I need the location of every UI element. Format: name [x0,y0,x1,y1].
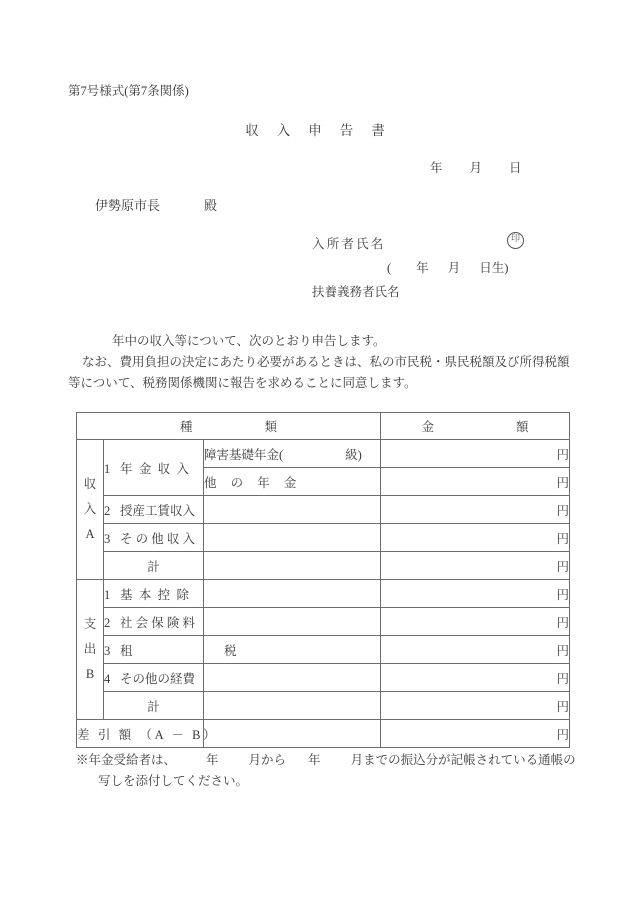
footnote-line-2: 写しを添付してください。 [98,774,249,788]
footnote-seg-d: 年 [308,753,321,767]
item-social-insurance [104,608,204,636]
item-number: 2 [104,503,111,518]
desc-disability-basic-pension [204,440,381,468]
footnote-line-1 [76,750,576,771]
group-label-expense-char-1: 支 [83,617,97,631]
item-other-expenses [104,664,204,692]
header-kind-right: 類 [264,420,278,434]
header-amount-cell [381,413,570,440]
item-workshop-wage-income [104,496,204,524]
title-char-2: 入 [276,123,291,138]
footnote-seg-b: 年 [206,753,219,767]
footnote [76,750,576,792]
item-label: 年 金 収 入 [120,461,191,476]
group-label-expense [77,580,104,720]
amount-field-social-insurance[interactable]: 円 [381,608,570,636]
item-label: 租 税 [120,643,251,658]
title-char-4: 告 [339,123,354,138]
header-kind-cell [77,413,381,440]
amount-field-pension-disability[interactable]: 円 [381,440,570,468]
desc-other-pension [204,468,381,496]
header-amount-left: 金 [421,420,435,434]
item-label: 社 会 保 険 料 [120,615,196,630]
item-number: 3 [104,643,111,658]
birth-month-label: 月 [447,261,461,275]
desc-empty-expense-subtotal [204,692,381,720]
amount-field-expense-subtotal[interactable]: 円 [381,692,570,720]
table-row [77,636,570,664]
item-number: 4 [104,671,111,686]
group-label-expense-char-2: 出 [83,642,97,656]
table-row [77,496,570,524]
amount-field-workshop-wage[interactable]: 円 [381,496,570,524]
date-line [430,158,522,176]
desc-empty-income-subtotal [204,552,381,580]
item-number: 3 [104,531,111,546]
item-income-subtotal: 計 [104,552,204,580]
date-month-label: 月 [469,161,483,175]
amount-field-other-income[interactable]: 円 [381,524,570,552]
page-title [0,119,630,139]
income-declaration-table [76,412,570,748]
applicant-name-label: 入所者氏名 [312,237,386,251]
body-line-2: なお、費用負担の決定にあたり必要があるときは、私の市民税・県民税額及び所得税額 [82,355,570,369]
birth-year-label: 年 [416,261,429,275]
title-char-1: 収 [245,123,259,138]
applicant-name-row [312,234,552,252]
group-label-expense-char-3: B [85,667,95,681]
addressee-honorific: 殿 [204,198,218,213]
footnote-seg-a: ※年金受給者は、 [76,753,177,767]
item-tax [104,636,251,664]
table-row [77,692,570,720]
item-pension-income [104,440,204,496]
header-kind-left: 種 [179,420,193,434]
table-row [77,524,570,552]
table-row [77,552,570,580]
item-label: その他の経費 [120,671,196,686]
item-number: 2 [104,615,111,630]
item-other-income [104,524,204,552]
applicant-birthdate-row [387,258,508,276]
body-paragraph [68,331,573,394]
table-row [77,440,570,468]
amount-field-pension-other[interactable]: 円 [381,468,570,496]
item-difference-label: 差 引 額 （A － B） [77,720,204,748]
title-char-3: 申 [308,123,322,138]
item-basic-deduction [104,580,204,608]
desc-label: 他 の 年 金 [204,475,302,490]
item-number: 1 [104,587,111,602]
amount-field-income-subtotal[interactable]: 円 [381,552,570,580]
table-row-difference [77,720,570,748]
body-line-3: 等について、税務関係機関に報告を求めることに同意します。 [68,376,417,390]
guardian-name-row [312,282,400,300]
header-amount-right: 額 [516,420,529,434]
table-row [77,664,570,692]
addressee-name: 伊勢原市長 [95,198,161,213]
addressee [95,195,217,214]
item-label: 授産工賃収入 [120,503,196,518]
amount-field-difference[interactable]: 円 [381,720,570,748]
table-header-row [77,413,570,440]
group-label-income-char-3: A [85,527,95,541]
desc-empty-difference [204,720,381,748]
title-char-5: 書 [371,123,385,138]
date-year-label: 年 [430,161,443,175]
footnote-seg-c: 月から [248,753,287,767]
group-label-income-char-2: 入 [83,502,97,516]
item-label: 基 本 控 除 [120,587,191,602]
footnote-seg-e: 月までの振込分が記帳されている通帳の [350,753,576,767]
amount-field-basic-deduction[interactable]: 円 [381,580,570,608]
group-label-income-char-1: 収 [83,477,97,491]
table-row [77,608,570,636]
form-number: 第7号様式(第7条関係) [68,84,189,98]
desc-empty-workshop [204,496,381,524]
desc-empty-social-insurance [204,608,381,636]
desc-prefix: 障害基礎年金( [204,447,284,462]
table-row [77,580,570,608]
item-number: 1 [104,461,111,476]
amount-field-tax[interactable]: 円 [381,636,570,664]
desc-suffix: 級) [345,447,362,462]
desc-empty-other-expenses [204,664,381,692]
birth-open-paren: ( [387,261,392,275]
birth-day-label: 日生) [479,261,509,275]
group-label-income [77,440,104,580]
guardian-name-label: 扶養義務者氏名 [312,285,400,299]
desc-empty-other-income [204,524,381,552]
item-label: そ の 他 収 入 [120,531,196,546]
desc-empty-basic-deduction [204,580,381,608]
seal-stamp-icon: 印 [507,232,524,249]
body-line-1: 年中の収入等について、次のとおり申告します。 [112,334,386,348]
item-expense-subtotal: 計 [104,692,204,720]
date-day-label: 日 [509,161,522,175]
amount-field-other-expenses[interactable]: 円 [381,664,570,692]
